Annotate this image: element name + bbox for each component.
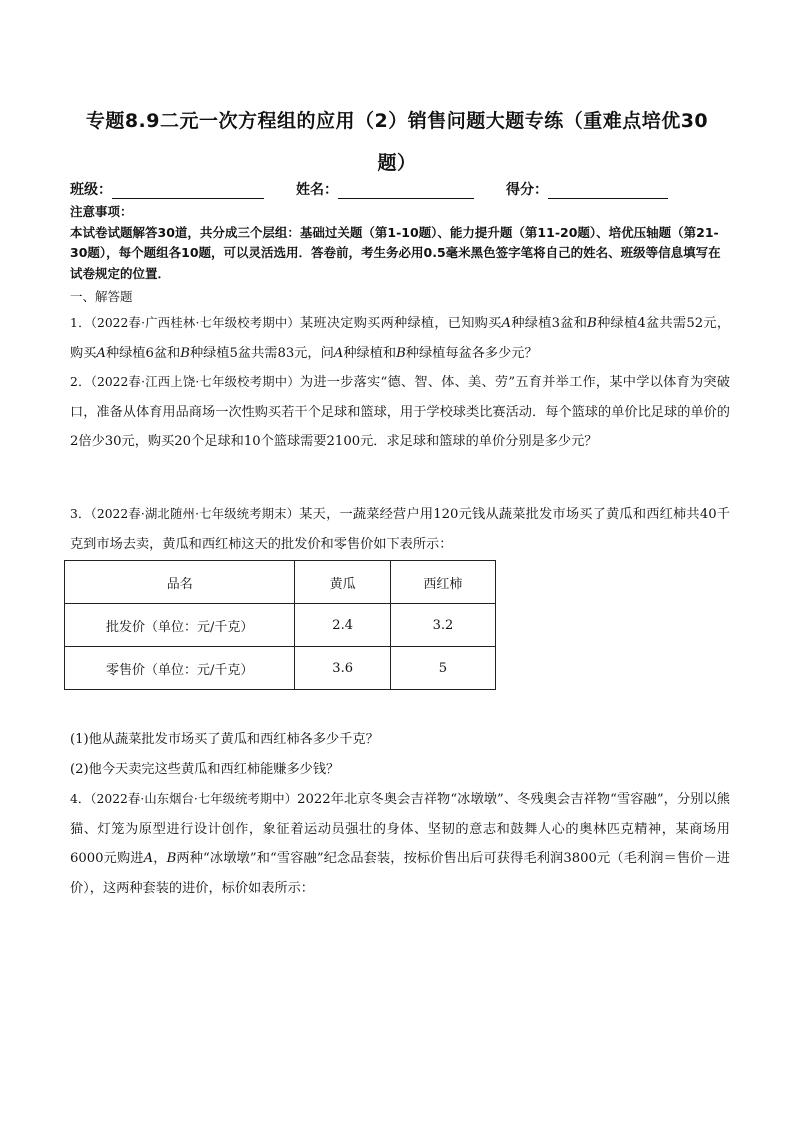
table-row	[65, 604, 496, 647]
class-field[interactable]	[70, 179, 264, 199]
q1-var: A	[501, 316, 512, 331]
score-blank[interactable]	[548, 182, 668, 199]
q1-text: 种绿植5盆共需83元，问	[189, 345, 334, 361]
name-label: 姓名：	[296, 182, 338, 198]
table-cell: 5	[390, 647, 495, 690]
name-blank[interactable]	[338, 182, 474, 199]
q4-var: A	[143, 851, 154, 866]
table-header-cell: 黄瓜	[295, 561, 390, 604]
q1-var: A	[333, 345, 344, 361]
table-header-cell: 品名	[65, 561, 295, 604]
q1-text: 种绿植6盆和	[105, 345, 181, 361]
table-cell: 3.6	[295, 647, 390, 690]
q1-text: 种绿植4盆共需52元，购买	[70, 316, 731, 361]
q1-var: B	[587, 316, 597, 331]
table-header-cell: 西红柿	[390, 561, 495, 604]
q3-text: 某天，一蔬菜经营户用120元钱从蔬菜批发市场买了黄瓜和西红柿共40千克到市场去卖，黄瓜和西红柿这天的批发价和零售价如下表所示：	[70, 507, 730, 552]
question-2	[70, 368, 730, 457]
q1-source: 1．（2022春·广西桂林·七年级校考期中）	[70, 316, 300, 330]
class-label: 班级：	[70, 182, 112, 198]
table-cell: 3.2	[390, 604, 495, 647]
q3-source: 3．（2022春·湖北随州·七年级统考期末）	[70, 507, 300, 521]
table-cell: 2.4	[295, 604, 390, 647]
q4-text: 两种“冰墩墩”和“雪容融”纪念品套装，按标价售出后可获得毛利润3800元（毛利润＝售价－进价），这两种套装的进价，标价如表所示：	[70, 851, 730, 896]
q2-text: 为进一步落实“德、智、体、美、劳”五育并举工作，某中学以体育为突破口，准备从体育用品商场一次性购买若干个足球和篮球，用于学校球类比赛活动．每个篮球的单价比足球的单价的2倍少30元，购买20个足球和10个篮球需要2100元．求足球和篮球的单价分别是多少元？	[70, 375, 730, 449]
q1-var: A	[96, 345, 106, 361]
class-blank[interactable]	[112, 182, 264, 199]
title-line-2: 题）	[377, 152, 417, 174]
q4-text: 2022年北京冬奥会吉祥物“冰墩墩”、冬残奥会吉祥物“雪容融”，分别以熊猫、灯笼为原型进行设计创作，象征着运动员强壮的身体、坚韧的意志和鼓舞人心的奥林匹克精神，某商场用6000元购进	[70, 792, 730, 866]
q3-subquestion: (1)他从蔬菜批发市场买了黄瓜和西红柿各多少千克？	[70, 732, 379, 747]
q1-text: 种绿植每盆各多少元？	[405, 345, 538, 361]
table-cell: 零售价（单位：元/千克）	[65, 647, 295, 690]
q1-var: B	[180, 345, 190, 361]
q3-subquestion: (2)他今天卖完这些黄瓜和西红柿能赚多少钱？	[70, 762, 340, 777]
q4-var: B	[166, 851, 177, 866]
question-3	[70, 500, 730, 559]
table-row	[65, 647, 496, 690]
q1-text: 某班决定购买两种绿植，已知购买	[299, 316, 502, 331]
table-header-row	[65, 561, 496, 604]
q1-text: 种绿植3盆和	[511, 316, 588, 331]
question-4	[70, 785, 730, 903]
q4-source: 4．（2022春·山东烟台·七年级统考期中）	[70, 792, 298, 806]
q4-text: ，	[153, 851, 167, 866]
score-field[interactable]	[506, 179, 668, 199]
price-table	[64, 560, 496, 690]
notes-block	[70, 202, 730, 284]
document-title	[70, 100, 724, 184]
score-label: 得分：	[506, 182, 548, 198]
question-3-sub-1	[70, 725, 730, 755]
question-1	[70, 309, 730, 368]
section-title: 一、解答题	[70, 289, 133, 304]
q2-source: 2．（2022春·江西上饶·七年级校考期中）	[70, 375, 300, 389]
table-cell: 批发价（单位：元/千克）	[65, 604, 295, 647]
notes-heading: 注意事项：	[70, 204, 133, 219]
question-3-sub-2	[70, 755, 730, 785]
q1-text: 种绿植和	[343, 345, 397, 361]
title-line-1: 专题8.9二元一次方程组的应用（2）销售问题大题专练（重难点培优30	[85, 110, 709, 132]
notes-body: 本试卷试题解答30道，共分成三个层组：基础过关题（第1-10题）、能力提升题（第11-20题）、培优压轴题（第21-30题），每个题组各10题，可以灵活选用．答卷前，考生务必用0.5毫米黑色签字笔将自己的姓名、班级等信息填写在试卷规定的位置．	[70, 224, 721, 281]
q1-var: B	[396, 345, 406, 361]
student-info-fields	[70, 179, 730, 201]
name-field[interactable]	[296, 179, 474, 199]
